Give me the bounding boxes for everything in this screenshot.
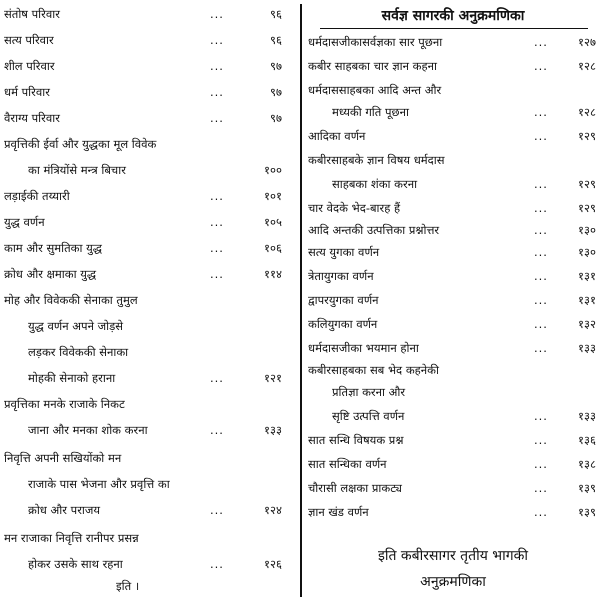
toc-entry xyxy=(4,240,294,256)
entry-page: ९६ xyxy=(270,33,282,47)
entry-title: काम और सुमतिका युद्ध xyxy=(4,241,102,255)
entry-dots: ... xyxy=(534,505,548,519)
entry-title: वैराग्य परिवार xyxy=(4,111,60,125)
toc-entry xyxy=(4,136,294,152)
entry-dots: ... xyxy=(534,269,548,283)
toc-entry xyxy=(308,268,598,284)
entry-title: संतोष परिवार xyxy=(4,7,60,21)
entry-page: १३६ xyxy=(578,433,596,447)
toc-entry xyxy=(4,530,294,546)
toc-entry xyxy=(4,578,294,594)
toc-entry xyxy=(308,82,598,98)
entry-page: १३२ xyxy=(578,317,596,331)
entry-title: सत्य युगका वर्णन xyxy=(308,245,380,259)
entry-title: सृष्टि उत्पत्ति वर्णन xyxy=(332,409,405,423)
entry-dots: ... xyxy=(210,503,224,517)
entry-page: १२८ xyxy=(578,59,596,73)
column-divider xyxy=(300,4,302,597)
entry-title: लड़ाईकी तय्यारी xyxy=(4,189,70,203)
toc-entry xyxy=(4,84,294,100)
entry-title: धर्म परिवार xyxy=(4,85,50,99)
entry-title: मोह और विवेककी सेनाका तुमुल xyxy=(4,293,138,307)
entry-title: कबीरसाहबका सब भेद कहनेकी xyxy=(308,363,439,377)
entry-title: मन राजाका निवृत्ति रानीपर प्रसन्न xyxy=(4,531,139,545)
entry-title: इति । xyxy=(116,579,140,593)
entry-title: साहबका शंका करना xyxy=(332,177,418,191)
toc-entry xyxy=(4,422,294,438)
entry-page: १२९ xyxy=(578,129,596,143)
entry-title: क्रोध और पराजय xyxy=(28,503,101,517)
entry-dots: ... xyxy=(534,223,548,237)
entry-dots: ... xyxy=(534,177,548,191)
toc-entry xyxy=(308,128,598,144)
entry-dots: ... xyxy=(534,317,548,331)
entry-title: धर्मदासजीका भयमान होना xyxy=(308,341,419,355)
entry-dots: ... xyxy=(210,59,224,73)
toc-entry xyxy=(4,32,294,48)
entry-page: १०० xyxy=(264,163,282,177)
toc-entry xyxy=(4,110,294,126)
toc-entry xyxy=(4,214,294,230)
entry-title: कलियुगका वर्णन xyxy=(308,317,378,331)
entry-dots: ... xyxy=(534,293,548,307)
entry-page: १३१ xyxy=(578,269,596,283)
toc-entry xyxy=(4,266,294,282)
entry-dots: ... xyxy=(210,371,224,385)
entry-page: ९७ xyxy=(270,111,282,125)
entry-dots: ... xyxy=(534,481,548,495)
entry-dots: ... xyxy=(210,423,224,437)
toc-entry xyxy=(308,222,598,238)
toc-entry xyxy=(308,340,598,356)
entry-page: १३९ xyxy=(578,505,596,519)
entry-title: लड़कर विवेककी सेनाका xyxy=(28,345,129,359)
entry-dots: ... xyxy=(534,59,548,73)
entry-title: मध्यकी गति पूछना xyxy=(332,105,409,119)
entry-title: जाना और मनका शोक करना xyxy=(28,423,148,437)
entry-page: १३३ xyxy=(264,423,282,437)
toc-entry xyxy=(308,176,598,192)
section-heading: सर्वज्ञ सागरकी अनुक्रमणिका xyxy=(381,8,525,24)
toc-entry xyxy=(4,188,294,204)
toc-entry xyxy=(4,58,294,74)
entry-dots: ... xyxy=(210,85,224,99)
entry-dots: ... xyxy=(534,457,548,471)
entry-page: १२१ xyxy=(264,371,282,385)
entry-page: १२७ xyxy=(578,35,596,49)
toc-entry xyxy=(4,292,294,308)
entry-dots: ... xyxy=(210,111,224,125)
toc-entry xyxy=(4,502,294,518)
entry-dots: ... xyxy=(534,341,548,355)
closing-line: इति कबीरसागर तृतीय भागकी xyxy=(377,548,529,564)
entry-page: ९६ xyxy=(270,7,282,21)
entry-page: १३१ xyxy=(578,293,596,307)
toc-entry xyxy=(4,370,294,386)
entry-page: १३० xyxy=(578,245,596,259)
entry-page: १२४ xyxy=(264,503,282,517)
entry-dots: ... xyxy=(534,433,548,447)
entry-title: सत्य परिवार xyxy=(4,33,54,47)
entry-page: १२९ xyxy=(578,201,596,215)
toc-entry xyxy=(308,316,598,332)
toc-entry xyxy=(308,432,598,448)
entry-title: त्रेतायुगका वर्णन xyxy=(308,269,374,283)
entry-title: प्रवृत्तिकी ईर्वा और युद्धका मूल विवेक xyxy=(4,137,157,151)
entry-page: ९७ xyxy=(270,59,282,73)
entry-page: १२९ xyxy=(578,177,596,191)
entry-page: १३३ xyxy=(578,409,596,423)
entry-page: ९७ xyxy=(270,85,282,99)
entry-title: होकर उसके साथ रहना xyxy=(28,557,123,571)
entry-dots: ... xyxy=(534,35,548,49)
toc-entry xyxy=(4,556,294,572)
entry-page: १०१ xyxy=(264,189,282,203)
entry-title: धर्मदाससाहबका आदि अन्त और xyxy=(308,83,442,97)
entry-title: सात सन्धिका वर्णन xyxy=(308,457,387,471)
entry-title: शील परिवार xyxy=(4,59,55,73)
entry-title: आदिका वर्णन xyxy=(308,129,366,143)
entry-title: युद्ध वर्णन xyxy=(4,215,45,229)
entry-title: धर्मदासजीकासर्वज्ञका सार पूछना xyxy=(308,35,443,49)
entry-page: १३९ xyxy=(578,481,596,495)
heading-rule xyxy=(320,28,588,29)
toc-entry xyxy=(308,408,598,424)
toc-entry xyxy=(308,200,598,216)
toc-entry xyxy=(308,244,598,260)
toc-entry xyxy=(308,362,598,378)
toc-entry xyxy=(308,34,598,50)
toc-entry xyxy=(4,162,294,178)
entry-title: द्वापरयुगका वर्णन xyxy=(308,293,379,307)
toc-entry xyxy=(308,504,598,520)
entry-title: ज्ञान खंड वर्णन xyxy=(308,505,369,519)
entry-page: १२८ xyxy=(578,105,596,119)
entry-dots: ... xyxy=(210,557,224,571)
entry-page: १०६ xyxy=(264,241,282,255)
toc-entry xyxy=(308,480,598,496)
entry-page: १०५ xyxy=(264,215,282,229)
entry-title: राजाके पास भेजना और प्रवृत्ति का xyxy=(28,477,170,491)
entry-title: चौरासी लक्षका प्राकट्य xyxy=(308,481,402,495)
closing-line: अनुक्रमणिका xyxy=(420,574,486,590)
toc-entry xyxy=(4,344,294,360)
entry-title: कबीर साहबका चार ज्ञान कहना xyxy=(308,59,437,73)
entry-title: निवृत्ति अपनी सखियोंको मन xyxy=(4,451,122,465)
entry-dots: ... xyxy=(210,215,224,229)
entry-title: चार वेदके भेद-बारह हैं xyxy=(308,201,401,215)
entry-dots: ... xyxy=(534,105,548,119)
toc-entry xyxy=(308,456,598,472)
entry-page: ११४ xyxy=(264,267,282,281)
entry-title: क्रोध और क्षमाका युद्ध xyxy=(4,267,97,281)
entry-page: १३० xyxy=(578,223,596,237)
entry-dots: ... xyxy=(534,409,548,423)
entry-page: १३३ xyxy=(578,341,596,355)
entry-dots: ... xyxy=(534,201,548,215)
toc-entry xyxy=(308,384,598,400)
entry-title: मोहकी सेनाको हराना xyxy=(28,371,116,385)
toc-entry xyxy=(308,152,598,168)
entry-title: कबीरसाहबके ज्ञान विषय धर्मदास xyxy=(308,153,445,167)
toc-entry xyxy=(4,6,294,22)
entry-title: युद्ध वर्णन अपने जोड़से xyxy=(28,319,124,333)
entry-title: का मंत्रियोंसे मन्त्र बिचार xyxy=(28,163,126,177)
toc-entry xyxy=(308,104,598,120)
toc-entry xyxy=(4,318,294,334)
entry-dots: ... xyxy=(534,245,548,259)
entry-page: १२६ xyxy=(264,557,282,571)
entry-title: प्रतिज्ञा करना और xyxy=(332,385,406,399)
toc-entry xyxy=(4,450,294,466)
entry-page: १३८ xyxy=(578,457,596,471)
toc-entry xyxy=(4,396,294,412)
entry-dots: ... xyxy=(534,129,548,143)
entry-dots: ... xyxy=(210,241,224,255)
entry-dots: ... xyxy=(210,189,224,203)
toc-entry xyxy=(4,476,294,492)
toc-entry xyxy=(308,292,598,308)
entry-dots: ... xyxy=(210,267,224,281)
entry-dots: ... xyxy=(210,7,224,21)
entry-title: प्रवृत्तिका मनके राजाके निकट xyxy=(4,397,125,411)
entry-title: सात सन्धि विषयक प्रश्न xyxy=(308,433,404,447)
entry-dots: ... xyxy=(210,33,224,47)
toc-entry xyxy=(308,58,598,74)
entry-title: आदि अन्तकी उत्पत्तिका प्रश्नोत्तर xyxy=(308,223,440,237)
